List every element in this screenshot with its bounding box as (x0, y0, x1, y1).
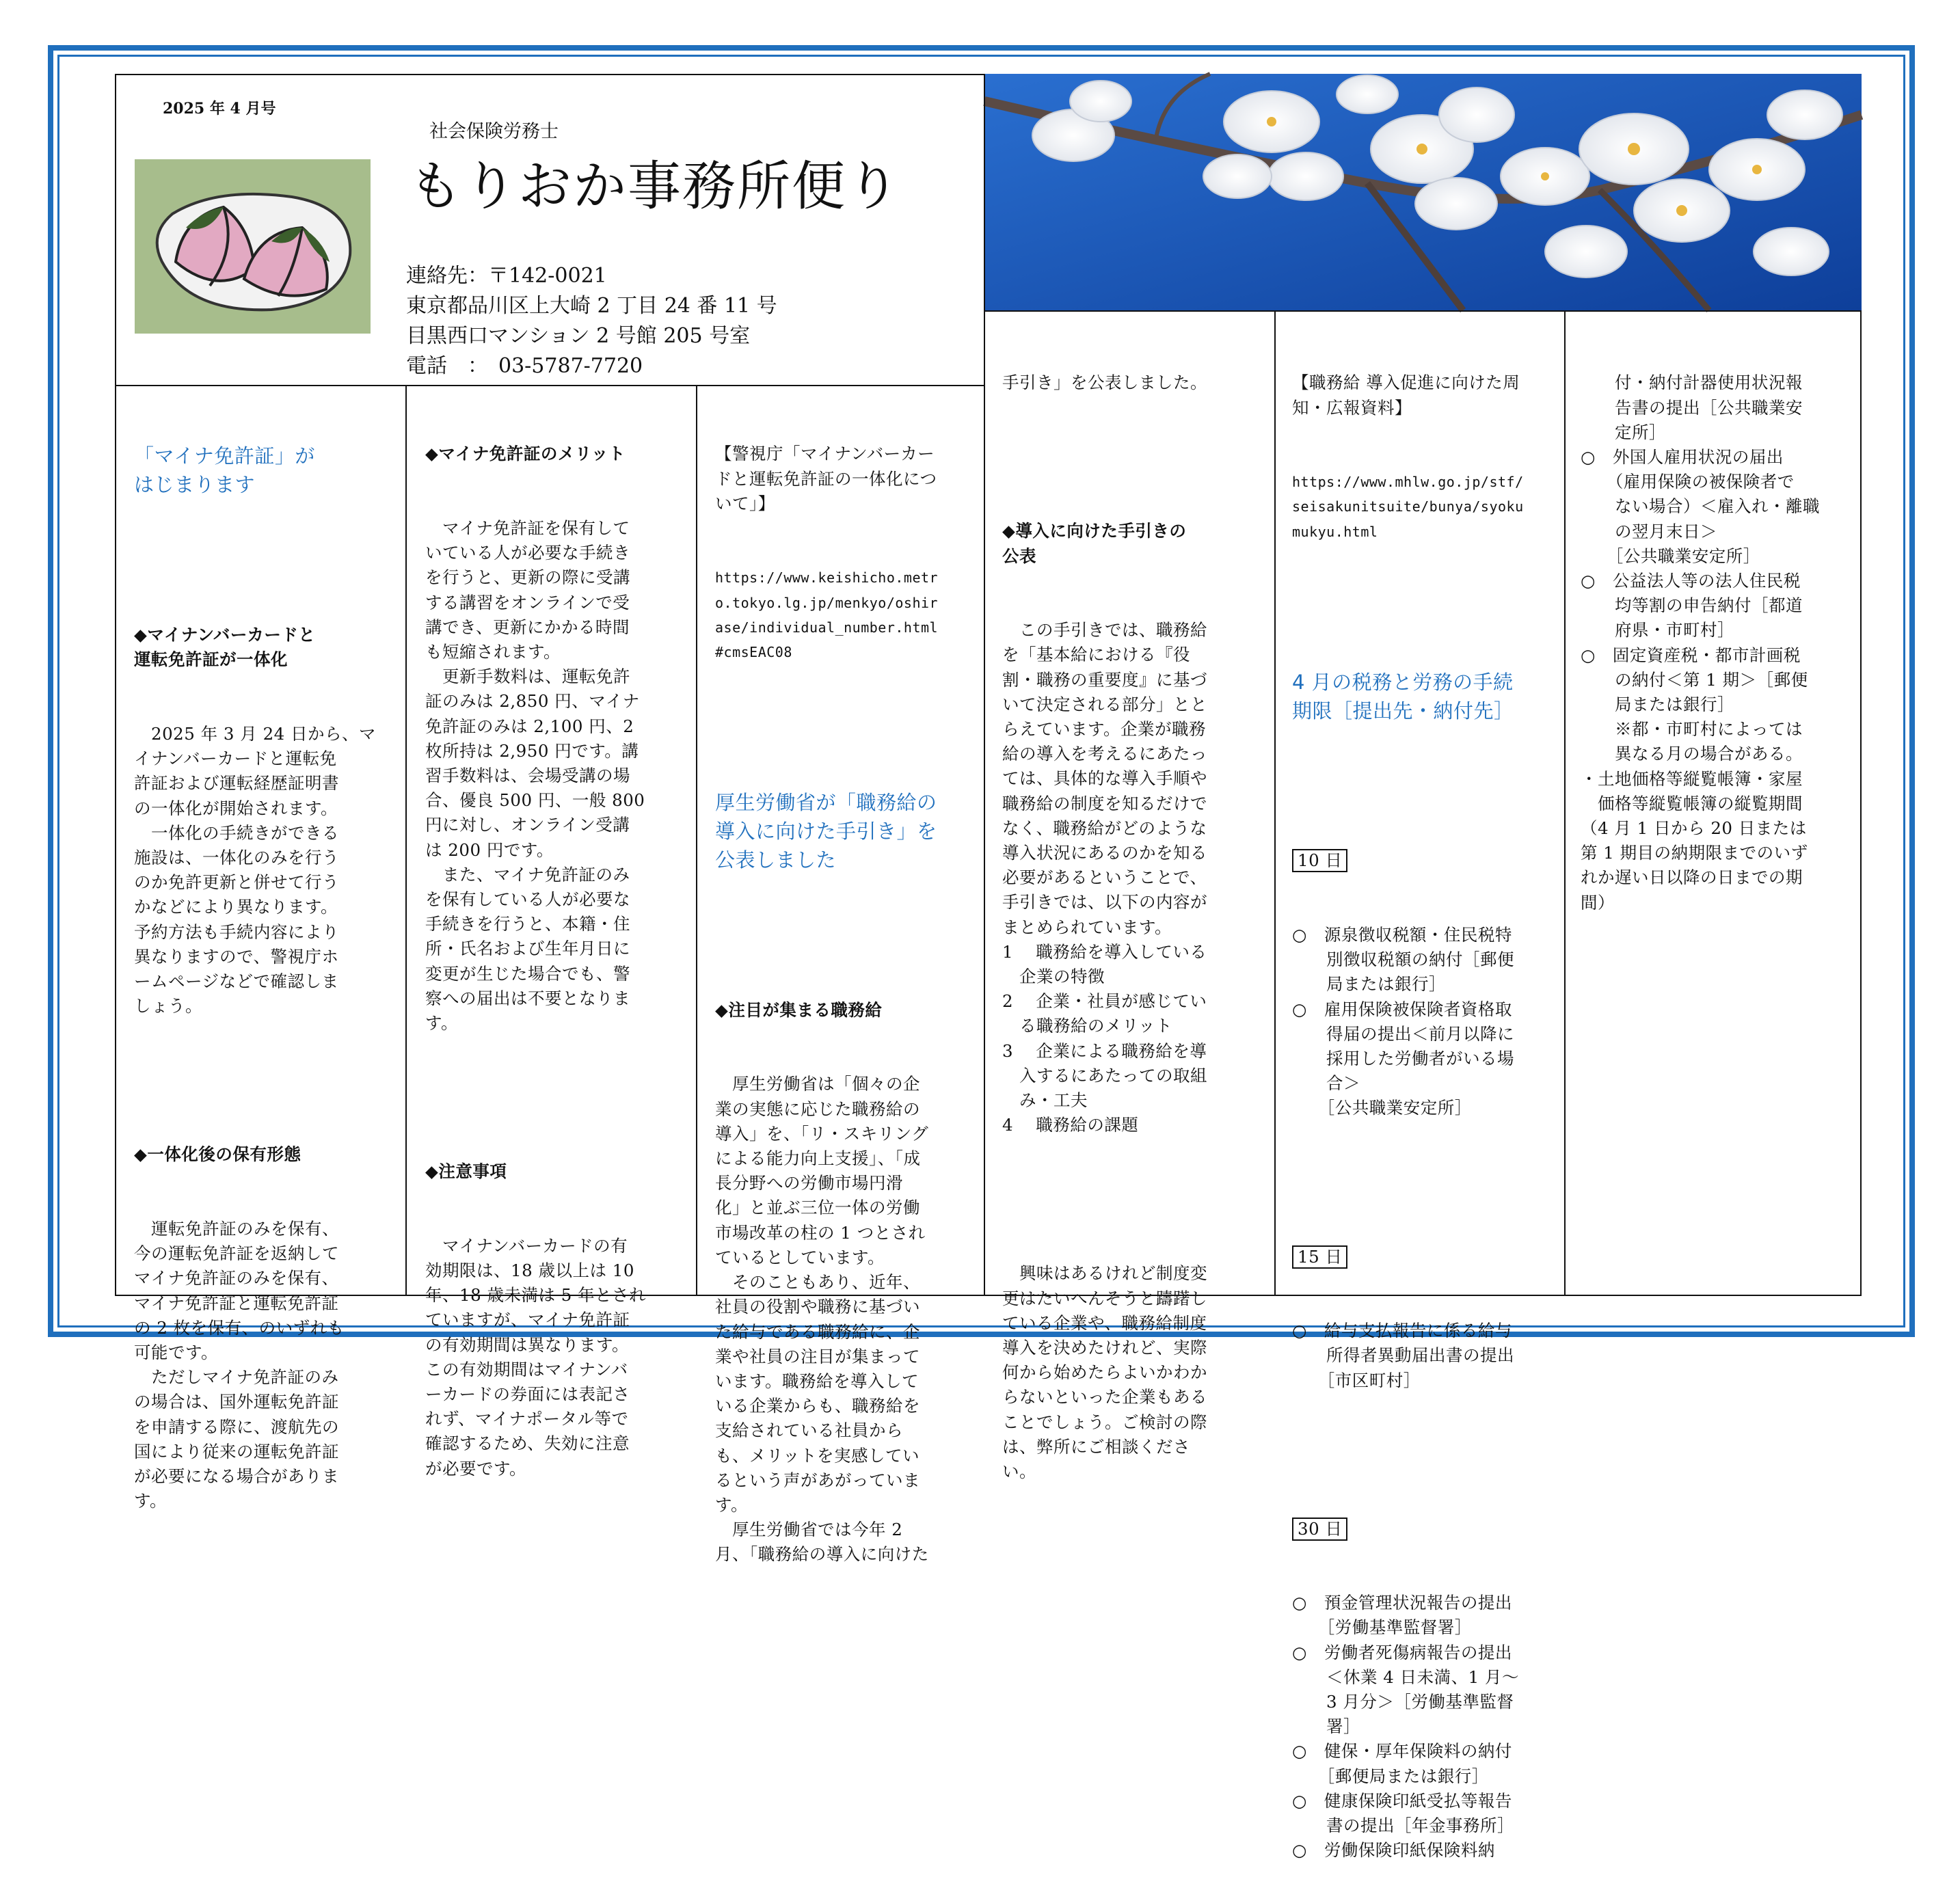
reference-url[interactable]: https://www.keishicho.metr o.tokyo.lg.jp/menkyo/oshir ase/individual_number.html #cmsEAC08 (715, 569, 939, 661)
paragraph: 運転免許証のみを保有、 今の運転免許証を返納して マイナ免許証のみを保有、 マイナ免許証と運転免許証 の 2 枚を保有、のいずれも 可能です。 ただしマイナ免許証のみ の場合は、国外運転免許証 を申請する際に、渡航先の 国により従来の運転免許証 が必要になる場合がありま す。 (134, 1218, 345, 1511)
header-bottom-line (115, 385, 984, 386)
photo-bottom-line (984, 310, 1862, 312)
deadline-day-30: 30 日 (1292, 1518, 1347, 1541)
paragraph: マイナンバーカードの有 効期限は、18 歳以上は 10 年、18 歳未満は 5 年とされ ていますが、マイナ免許証 の有効期間は異なります。 この有効期間はマイナンバ ーカードの券面には表記さ れず、マイナポータル等で 確認するため、失効に注意 が必要です。 (425, 1235, 647, 1479)
article-column-6 (1581, 321, 1857, 940)
article-column-3 (715, 392, 982, 1592)
newsletter-subtitle: 社会保険労務士 (429, 121, 559, 142)
paragraph: 厚生労働省は「個々の企 業の実態に応じた職務給の 導入」を、「リ・スキリング による能力向上支援」、「成 長分野への労働市場円滑 化」と並ぶ三位一体の労働 市場改革の柱の 1 つとされ ているとしています。 そのこともあり、近年、 社員の役割や職務に基づい た給与である職務給に、企 業や社員の注目が集まって います。職務給を導入して いる企業からも、職務給を 支給されている社員から も、メリットを実感してい るという声があがっていま す。 厚生労働省では今年 2 月、「職務給の導入に向けた (715, 1074, 929, 1565)
column-divider-4 (1274, 310, 1276, 1296)
reference-title: 【警視庁「マイナンバーカー ドと運転免許証の一体化につ いて」】 (715, 444, 937, 513)
header-divider (984, 74, 985, 1296)
issue-date: 2025 年 4 月号 (163, 100, 276, 118)
cherry-blossom-photo (984, 74, 1862, 310)
paragraph: 2025 年 3 月 24 日から、マ イナンバーカードと運転免 許証および運転経歴証明書 の一体化が開始されます。 一体化の手続きができる 施設は、一体化のみを行う のか免許更新と併せて行う かなどにより異なります。 予約方法も手続内容により 異なりますので、警視庁ホ ームページなどで確認しま しょう。 (134, 724, 377, 1016)
deadline-day-10: 10 日 (1292, 849, 1347, 872)
sakura-mochi-illustration (135, 159, 371, 334)
article-column-5 (1292, 321, 1559, 1888)
section-heading: ◆注目が集まる職務給 (715, 999, 883, 1020)
paragraph: マイナ免許証を保有して いている人が必要な手続き を行うと、更新の際に受講 する講習をオンラインで受 講でき、更新にかかる時間 も短縮されます。 更新手数料は、運転免許 証のみは 2,850 円、マイナ 免許証のみは 2,100 円、2 枚所持は 2,950 円です。講 習手数料は、会場受講の場 合、優良 500 円、一般 800 円に対し、オンライン受講 は 200 円です。 また、マイナ免許証のみ を保有している人が必要な 手続きを行うと、本籍・住 所・氏名および生年月日に 変更が生じた場合でも、警 察への届出は不要となりま す。 (425, 518, 645, 1034)
section-heading: ◆注意事項 (425, 1161, 507, 1182)
section-heading: ◆マイナンバーカードと 運転免許証が一体化 (134, 625, 316, 670)
article-title: 「マイナ免許証」が はじまります (134, 444, 315, 497)
column-divider-5 (1564, 310, 1566, 1296)
paragraph: 興味はあるけれど制度変 更はたいへんそうと躊躇し ている企業や、職務給制度 導入を決めたけれど、実際 何から始めたらよいかわか らないといった企業もある ことでしょう。ご検討の際 は、弊所にご相談くださ い。 (1002, 1263, 1207, 1481)
deadline-list: 付・納付計器使用状況報 告書の提出［公共職業安 定所］ ○ 外国人雇用状況の届出 （雇用保険の被保険者で ない場合）＜雇入れ・離職 の翌月末日＞ ［公共職業安定所］ ○ 公益法人等の法人住民税 均等割の申告納付［都道 府県・市町村］ ○ 固定資産税・都市計画税 の納付＜第 1 期＞［郵便 局または銀行］ ※都・市町村によっては 異なる月の場合がある。 ・土地価格等縦覧帳簿・家屋 価格等縦覧帳簿の縦覧期間 （4 月 1 日から 20 日または 第 1 期目の納期限までのいず れか遅い日以降の日までの期 間） (1581, 373, 1820, 913)
article-column-4 (1002, 321, 1269, 1509)
reference-url[interactable]: https://www.mhlw.go.jp/stf/ seisakunitsuite/bunya/syoku mukyu.html (1292, 474, 1524, 540)
column-divider-1 (405, 385, 407, 1296)
article-column-1 (134, 392, 401, 1539)
deadline-day-15: 15 日 (1292, 1245, 1347, 1269)
column-divider-2 (696, 385, 697, 1296)
article-column-2 (425, 392, 692, 1506)
deadline-list: ○ 給与支払報告に係る給与 所得者異動届出書の提出 ［市区町村］ (1292, 1321, 1514, 1390)
section-heading: ◆マイナ免許証のメリット (425, 444, 626, 464)
paragraph: この手引きでは、職務給 を「基本給における『役 割・職務の重要度』に基づ いて決定される部分」とと らえています。企業が職務 給の導入を考えるにあたっ ては、具体的な導入手順や 職務給の制度を知るだけで なく、職務給がどのような 導入状況にあるのかを知る 必要があるということで、 手引きでは、以下の内容が まとめられています。 1 職務給を導入している 企業の特徴 2 企業・社員が感じてい る職務給のメリット 3 企業による職務給を導 入するにあたっての取組 み・工夫 4 職務給の課題 (1002, 620, 1207, 1135)
deadline-list: ○ 源泉徴収税額・住民税特 別徴収税額の納付［郵便 局または銀行］ ○ 雇用保険被保険者資格取 得届の提出＜前月以降に 採用した労働者がいる場 合＞ ［公共職業安定所］ (1292, 925, 1514, 1118)
newsletter-title: もりおか事務所便り (409, 156, 902, 217)
section-heading: ◆一体化後の保有形態 (134, 1144, 301, 1165)
contact-info: 連絡先：〒142-0021 東京都品川区上大崎 2 丁目 24 番 11 号 目黒西口マンション 2 号館 205 号室 電話 ： 03-5787-7720 (406, 264, 777, 378)
reference-title: 【職務給 導入促進に向けた周 知・広報資料】 (1292, 373, 1520, 418)
deadline-list: ○ 預金管理状況報告の提出 ［労働基準監督署］ ○ 労働者死傷病報告の提出 ＜休業 4 日未満、1 月〜 3 月分＞［労働基準監督 署］ ○ 健保・厚年保険料の納付 ［郵便局または銀行］ ○ 健康保険印紙受払等報告 書の提出［年金事務所］ ○ 労働保険印紙保険料納 (1292, 1593, 1520, 1861)
article-title: 4 月の税務と労務の手続 期限［提出先・納付先］ (1292, 670, 1514, 723)
paragraph: 手引き」を公表しました。 (1002, 373, 1207, 393)
section-heading: ◆導入に向けた手引きの 公表 (1002, 521, 1187, 566)
article-title: 厚生労働省が「職務給の 導入に向けた手引き」を 公表しました (715, 791, 937, 872)
